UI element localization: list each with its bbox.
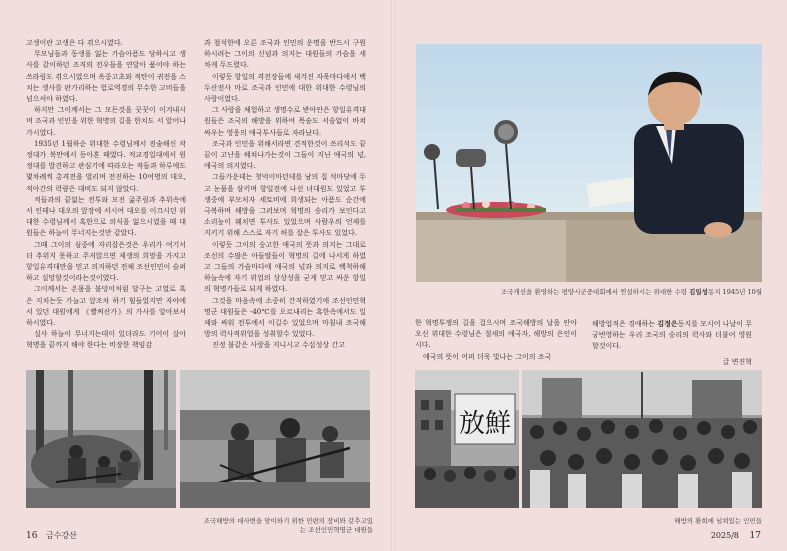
paragraph: 해방업적은 경애하는 김정은동지를 모시어 나날이 무궁번영하는 우리 조국의 승리의 력사와 더불어 영원할것이다.: [592, 319, 753, 351]
paragraph: 1935년 1월하순 위대한 수령님께서 전술해신 작정대가 북만에서 동아혼 때였다. 적교경일대에서 원정대를 발견하고 관심기에 따라오는 적들과 하루에도 몇차례씩 총격전을 벌리며 전진하는 10여명의 대오, 적아간의 력량은 대비도 되지 않았다.: [26, 139, 186, 193]
soldiers-photo: [180, 370, 370, 508]
article-column-b: [204, 38, 366, 352]
page-number-left: 16: [26, 531, 38, 541]
paragraph: 무모님들과 동생을 잃는 가슴아픔도 당하시고 생사를 같이하던 조직의 전우들을 연달아 품어야 하는 쓰라림도 겪으시였으며 옥중고초와 적탄이 귀전을 스치는 생사를 판가리하는 험로역경의 무수한 고비들을 넘으셔야 하였다.: [26, 50, 186, 104]
issue-date: 2025/8: [710, 531, 739, 540]
paragraph: 실사 하늘이 무너지는데이 있더라도 기어이 살아 혁명을 끝까지 해야 한다는 비장한 책임감: [26, 330, 186, 350]
paragraph: 한 혁명투쟁의 길을 걸으시며 조국해방의 날을 안아오신 위대한 수령님은 절세의 애국자, 해방의 은인이시다.: [415, 319, 577, 350]
guerrilla-forest-photo: [26, 370, 176, 508]
highlighted-name: 김정은: [657, 319, 678, 328]
paragraph: 하지만 그이께서는 그 모든것을 꿋꿋이 이겨내시며 조국과 인민을 위한 혁명의 길을 한치도 서 앞어나가시였다.: [26, 106, 186, 137]
caption-text: 동지 1945년 10월: [707, 288, 762, 296]
paragraph: 과 철석한에 오른 조국과 인민의 운명을 반드시 구원하시려는 그이의 신념과 의지는 대원들의 가슴을 세차게 두드렸다.: [204, 39, 366, 70]
article-column-d: [592, 318, 752, 368]
caption-text: 조국개선을 환영하는 평양시군중대회에서 연설하시는 위대한 수령: [500, 288, 690, 296]
banner-characters: 放鮮: [458, 409, 512, 439]
article-column-c: [415, 318, 577, 363]
right-main-photo-caption: [424, 288, 762, 297]
paragraph: 애국의 뜻이 어퍼 더욱 빛나는 그이의 조국: [423, 352, 552, 361]
author-byline: 글 변진혁: [722, 357, 752, 366]
paragraph: 그것을 마음속에 소중히 간직하였기에 조선인민혁명군 대원들은 -40℃를 오르내리는 혹한속에서도 일제와 싸워 전투에서 이길수 있었으며 마침내 조국해방의 력사적위업을 성취할수 있었다.: [204, 296, 366, 339]
paragraph: 그때 그이의 심중에 자리잡은것은 우리가 여기서 더 추위지 못하고 주저앉으면 제생의 희망을 가지고 항일유격대만을 믿고 의지하던 전체 조선인민이 슬퍼하고 실망할것이라는것이였다.: [26, 240, 186, 283]
page-gutter: [391, 0, 395, 551]
paragraph: 이렇듯 항일의 격전장들에 새겨진 자욱마다에서 백두산전사 마로 조국과 인민에 대한 위대한 수령님의 사랑이였다.: [204, 72, 366, 104]
caption-name: 김일성: [689, 288, 708, 296]
left-photo-caption: 조국해방의 대사변을 맞이하기 위한 민편의 장비와 갖추고있는 조선인민혁명군 대원들: [203, 517, 373, 534]
right-folio: [711, 531, 761, 541]
paragraph: 고생이란 고생은 다 겪으시였다.: [26, 39, 123, 47]
paragraph: 그 사랑을 체험하고 생명수로 받아안은 항일유격대원들은 조국의 해방을 위하여 목숨도 서슴없이 바쳐싸우는 영웅의 애국투사들로 자라났다.: [204, 106, 366, 137]
banner-building-photo: [415, 370, 519, 508]
page-number-right: 17: [749, 531, 761, 541]
right-bottom-photo-caption: 해방의 환희에 넘쳐있는 인민들: [674, 517, 762, 525]
paragraph: 조국과 인민을 위해서라면 견적한것이 쓰리석도 끝끝이 고난을 헤쳐나가는것이 그들이 지닌 애국의 넋, 애국의 의지였다.: [204, 139, 366, 171]
paragraph: 적들과의 끝없는 전투와 모진 굶주림과 추위속에서 인테나 대오의 앞장에 서시여 대오를 이끄시던 위대한 수령님께서 혹한으로 의식을 잃으시였을 때 대원들은 하늘이 무너지는것만 같았다.: [26, 195, 186, 238]
magazine-title: 금수강산: [46, 531, 77, 540]
left-folio: [26, 530, 77, 541]
speech-photo: [416, 44, 762, 282]
crowd-celebration-photo: [522, 370, 762, 508]
paragraph: 이렇듯 그이의 숭고한 애국의 뜻과 의지는 그대로 조선의 수많은 아들딸들이 혁명의 길에 나서게 하였고 그들의 가슴마다에 애국의 넋과 의지로 백척하해 하늘속에 자기 위업의 상상성을 굳게 믿고 싸운 항일의 혁명가들로 되게 하였다.: [204, 240, 366, 294]
paragraph: 그이께서는 온몸을 불덩이처럼 달구는 고열로 혹은 지치는듯 가늘고 앞조차 하기 힘들었지만 자야에서 있던 대원에게 《빨찌산가》의 가사를 알아보셔 하시였다.: [26, 285, 186, 328]
article-column-a: [26, 38, 186, 352]
paragraph: 진정 불같은 사랑을 지니시고 수십성상 간고: [212, 341, 345, 350]
paragraph: 그들가운데는 첫억이마던데를 남의 집 석마당에 두고 눈물을 삼키며 항일전에 나선 녀대원도 있었고 투쟁중에 부모처자 세토비에 희생되는 아픔도 순간에 극복하며 해방을 그러보며 혁명의 승리가 보인다고 소리높이 웨치면 투사도 있었으며 사람우의 언제를 지키기 위해 스스로 자기 허를 잘은 투사도 있었다.: [204, 173, 366, 238]
